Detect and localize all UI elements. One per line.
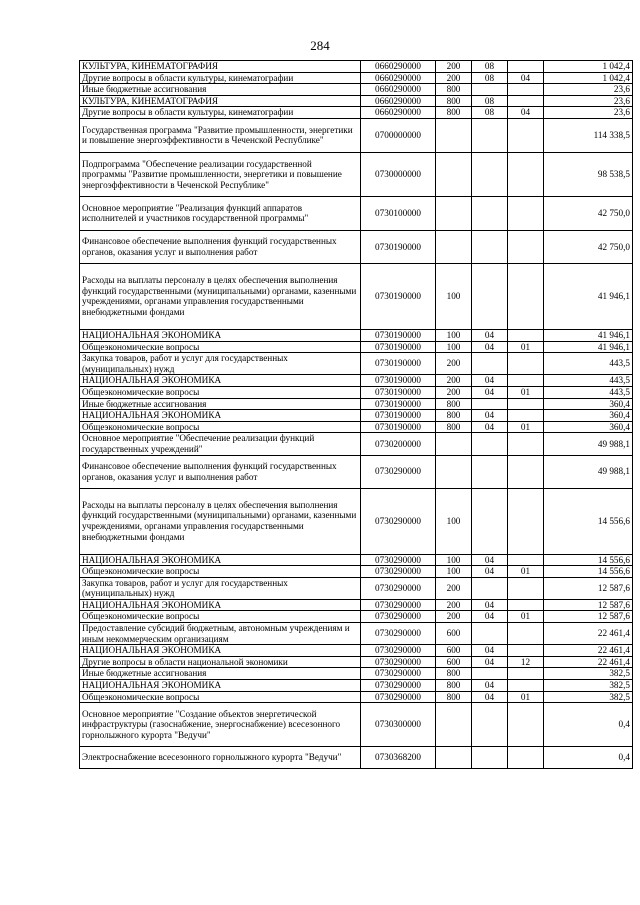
row-section: 08 xyxy=(472,95,508,107)
row-amount: 23,6 xyxy=(544,107,633,119)
row-name: Государственная программа "Развитие промышленности, энергетики и повышение энергоэффективности в Чеченской Республике" xyxy=(80,118,361,152)
row-name: Электроснабжение всесезонного горнолыжного курорта "Ведучи" xyxy=(80,747,361,769)
row-expense-type xyxy=(436,747,472,769)
row-subsection xyxy=(508,375,544,387)
row-amount: 1 042,4 xyxy=(544,61,633,73)
row-subsection: 01 xyxy=(508,341,544,353)
row-expense-type: 800 xyxy=(436,691,472,703)
row-section: 04 xyxy=(472,341,508,353)
row-code: 0730290000 xyxy=(361,691,436,703)
table-row xyxy=(80,263,633,329)
row-name: Расходы на выплаты персоналу в целях обеспечения выполнения функций государственными (муниципальными) органами, казенными учреждениями, органами управления государственными внебюджетными фондами xyxy=(80,263,361,329)
row-section xyxy=(472,84,508,96)
row-expense-type: 200 xyxy=(436,72,472,84)
row-expense-type: 200 xyxy=(436,577,472,599)
row-code: 0730190000 xyxy=(361,410,436,422)
row-name: Общеэкономические вопросы xyxy=(80,611,361,623)
row-code: 0660290000 xyxy=(361,72,436,84)
table-row xyxy=(80,118,633,152)
table-row xyxy=(80,398,633,410)
table-row xyxy=(80,386,633,398)
row-expense-type: 800 xyxy=(436,398,472,410)
row-section xyxy=(472,488,508,554)
table-row xyxy=(80,747,633,769)
row-subsection xyxy=(508,703,544,747)
table-row xyxy=(80,61,633,73)
row-section: 04 xyxy=(472,656,508,668)
row-name: Финансовое обеспечение выполнения функций государственных органов, оказания услуг и выполнения работ xyxy=(80,455,361,488)
row-amount: 98 538,5 xyxy=(544,152,633,196)
table-row xyxy=(80,656,633,668)
row-amount: 0,4 xyxy=(544,703,633,747)
row-expense-type: 800 xyxy=(436,421,472,433)
row-expense-type: 800 xyxy=(436,95,472,107)
row-expense-type: 800 xyxy=(436,107,472,119)
row-subsection xyxy=(508,488,544,554)
table-row xyxy=(80,554,633,566)
row-name: Общеэкономические вопросы xyxy=(80,691,361,703)
table-row xyxy=(80,72,633,84)
row-amount: 14 556,6 xyxy=(544,554,633,566)
row-expense-type: 800 xyxy=(436,84,472,96)
row-name: КУЛЬТУРА, КИНЕМАТОГРАФИЯ xyxy=(80,61,361,73)
row-code: 0730190000 xyxy=(361,386,436,398)
row-code: 0660290000 xyxy=(361,95,436,107)
row-section: 04 xyxy=(472,599,508,611)
table-row xyxy=(80,410,633,422)
row-amount: 41 946,1 xyxy=(544,263,633,329)
row-code: 0730290000 xyxy=(361,566,436,578)
table-row xyxy=(80,645,633,657)
row-subsection: 01 xyxy=(508,611,544,623)
row-code: 0730190000 xyxy=(361,263,436,329)
row-subsection xyxy=(508,230,544,263)
row-code: 0730290000 xyxy=(361,668,436,680)
row-code: 0730368200 xyxy=(361,747,436,769)
row-subsection: 01 xyxy=(508,421,544,433)
table-row xyxy=(80,703,633,747)
row-code: 0730290000 xyxy=(361,623,436,645)
row-section xyxy=(472,353,508,375)
row-subsection xyxy=(508,398,544,410)
row-expense-type: 100 xyxy=(436,341,472,353)
row-name: Основное мероприятие "Реализация функций аппаратов исполнителей и участников государственной программы" xyxy=(80,196,361,230)
row-amount: 382,5 xyxy=(544,680,633,692)
row-expense-type: 200 xyxy=(436,599,472,611)
row-section xyxy=(472,703,508,747)
row-section: 04 xyxy=(472,421,508,433)
row-expense-type: 200 xyxy=(436,61,472,73)
row-name: Другие вопросы в области национальной экономики xyxy=(80,656,361,668)
budget-table xyxy=(79,60,633,769)
row-code: 0660290000 xyxy=(361,107,436,119)
row-amount: 12 587,6 xyxy=(544,611,633,623)
row-amount: 360,4 xyxy=(544,421,633,433)
row-expense-type: 200 xyxy=(436,386,472,398)
row-name: Общеэкономические вопросы xyxy=(80,341,361,353)
row-name: Финансовое обеспечение выполнения функций государственных органов, оказания услуг и выполнения работ xyxy=(80,230,361,263)
table-row xyxy=(80,577,633,599)
table-row xyxy=(80,230,633,263)
row-expense-type: 800 xyxy=(436,410,472,422)
row-subsection xyxy=(508,455,544,488)
row-code: 0660290000 xyxy=(361,84,436,96)
row-section: 04 xyxy=(472,680,508,692)
row-code: 0660290000 xyxy=(361,61,436,73)
page-number: 284 xyxy=(310,38,330,53)
row-amount: 49 988,1 xyxy=(544,455,633,488)
table-row xyxy=(80,375,633,387)
row-subsection xyxy=(508,410,544,422)
row-section: 04 xyxy=(472,691,508,703)
row-code: 0730190000 xyxy=(361,230,436,263)
row-section xyxy=(472,668,508,680)
row-section: 04 xyxy=(472,329,508,341)
row-subsection: 01 xyxy=(508,386,544,398)
row-code: 0730190000 xyxy=(361,353,436,375)
row-amount: 22 461,4 xyxy=(544,656,633,668)
table-row xyxy=(80,95,633,107)
row-subsection xyxy=(508,95,544,107)
row-subsection xyxy=(508,263,544,329)
row-section: 04 xyxy=(472,386,508,398)
row-subsection xyxy=(508,577,544,599)
table-row xyxy=(80,488,633,554)
row-amount: 12 587,6 xyxy=(544,599,633,611)
row-expense-type xyxy=(436,196,472,230)
row-code: 0730290000 xyxy=(361,488,436,554)
row-section: 04 xyxy=(472,554,508,566)
row-name: НАЦИОНАЛЬНАЯ ЭКОНОМИКА xyxy=(80,375,361,387)
table-row xyxy=(80,611,633,623)
row-code: 0730300000 xyxy=(361,703,436,747)
row-amount: 443,5 xyxy=(544,386,633,398)
row-code: 0730100000 xyxy=(361,196,436,230)
row-code: 0700000000 xyxy=(361,118,436,152)
row-subsection xyxy=(508,680,544,692)
row-amount: 443,5 xyxy=(544,375,633,387)
row-name: Общеэкономические вопросы xyxy=(80,421,361,433)
row-section xyxy=(472,455,508,488)
row-subsection: 01 xyxy=(508,566,544,578)
table-row xyxy=(80,680,633,692)
row-amount: 42 750,0 xyxy=(544,196,633,230)
row-name: Общеэкономические вопросы xyxy=(80,386,361,398)
row-amount: 41 946,1 xyxy=(544,329,633,341)
row-name: Закупка товаров, работ и услуг для государственных (муниципальных) нужд xyxy=(80,577,361,599)
row-section xyxy=(472,196,508,230)
row-name: Основное мероприятие "Создание объектов энергетической инфраструктуры (газоснабжение, энергоснабжение) всесезонного горнолыжного курорта "Ведучи" xyxy=(80,703,361,747)
row-name: НАЦИОНАЛЬНАЯ ЭКОНОМИКА xyxy=(80,410,361,422)
row-expense-type xyxy=(436,230,472,263)
row-section: 04 xyxy=(472,375,508,387)
row-subsection xyxy=(508,196,544,230)
row-amount: 22 461,4 xyxy=(544,645,633,657)
row-section: 08 xyxy=(472,61,508,73)
row-section: 08 xyxy=(472,72,508,84)
row-name: Закупка товаров, работ и услуг для государственных (муниципальных) нужд xyxy=(80,353,361,375)
row-expense-type: 200 xyxy=(436,353,472,375)
row-name: НАЦИОНАЛЬНАЯ ЭКОНОМИКА xyxy=(80,645,361,657)
table-row xyxy=(80,623,633,645)
row-subsection xyxy=(508,84,544,96)
row-amount: 360,4 xyxy=(544,410,633,422)
row-subsection xyxy=(508,623,544,645)
row-subsection xyxy=(508,554,544,566)
row-subsection: 04 xyxy=(508,72,544,84)
row-name: КУЛЬТУРА, КИНЕМАТОГРАФИЯ xyxy=(80,95,361,107)
row-amount: 49 988,1 xyxy=(544,433,633,455)
row-expense-type: 600 xyxy=(436,645,472,657)
row-name: НАЦИОНАЛЬНАЯ ЭКОНОМИКА xyxy=(80,329,361,341)
row-subsection xyxy=(508,118,544,152)
row-name: Общеэкономические вопросы xyxy=(80,566,361,578)
row-section xyxy=(472,623,508,645)
row-amount: 1 042,4 xyxy=(544,72,633,84)
row-amount: 382,5 xyxy=(544,668,633,680)
row-expense-type: 100 xyxy=(436,488,472,554)
row-name: Предоставление субсидий бюджетным, автономным учреждениям и иным некоммерческим организациям xyxy=(80,623,361,645)
row-code: 0730190000 xyxy=(361,329,436,341)
row-expense-type xyxy=(436,455,472,488)
row-name: НАЦИОНАЛЬНАЯ ЭКОНОМИКА xyxy=(80,599,361,611)
row-subsection xyxy=(508,152,544,196)
row-name: НАЦИОНАЛЬНАЯ ЭКОНОМИКА xyxy=(80,680,361,692)
row-expense-type: 800 xyxy=(436,668,472,680)
row-section xyxy=(472,230,508,263)
table-row xyxy=(80,329,633,341)
row-amount: 443,5 xyxy=(544,353,633,375)
row-name: НАЦИОНАЛЬНАЯ ЭКОНОМИКА xyxy=(80,554,361,566)
row-name: Подпрограмма "Обеспечение реализации государственной программы "Развитие промышленности, энергетики и повышение энергоэффективности в Чеченской Республике" xyxy=(80,152,361,196)
table-row xyxy=(80,84,633,96)
row-section xyxy=(472,152,508,196)
row-name: Другие вопросы в области культуры, кинематографии xyxy=(80,72,361,84)
row-subsection xyxy=(508,329,544,341)
row-subsection xyxy=(508,668,544,680)
row-subsection xyxy=(508,353,544,375)
row-subsection: 12 xyxy=(508,656,544,668)
row-section: 04 xyxy=(472,645,508,657)
row-code: 0730290000 xyxy=(361,645,436,657)
row-expense-type: 100 xyxy=(436,554,472,566)
row-subsection xyxy=(508,645,544,657)
row-code: 0730190000 xyxy=(361,341,436,353)
row-section: 08 xyxy=(472,107,508,119)
row-code: 0730000000 xyxy=(361,152,436,196)
row-subsection xyxy=(508,433,544,455)
budget-table-body xyxy=(80,61,633,769)
row-amount: 382,5 xyxy=(544,691,633,703)
row-code: 0730290000 xyxy=(361,611,436,623)
row-amount: 12 587,6 xyxy=(544,577,633,599)
row-expense-type xyxy=(436,433,472,455)
table-row xyxy=(80,691,633,703)
row-expense-type: 200 xyxy=(436,611,472,623)
row-code: 0730290000 xyxy=(361,554,436,566)
table-row xyxy=(80,455,633,488)
row-name: Иные бюджетные ассигнования xyxy=(80,398,361,410)
row-expense-type xyxy=(436,703,472,747)
row-expense-type xyxy=(436,118,472,152)
row-amount: 22 461,4 xyxy=(544,623,633,645)
row-amount: 42 750,0 xyxy=(544,230,633,263)
row-code: 0730290000 xyxy=(361,455,436,488)
table-row xyxy=(80,668,633,680)
row-code: 0730290000 xyxy=(361,680,436,692)
row-name: Расходы на выплаты персоналу в целях обеспечения выполнения функций государственными (муниципальными) органами, казенными учреждениями, органами управления государственными внебюджетными фондами xyxy=(80,488,361,554)
table-row xyxy=(80,599,633,611)
row-amount: 23,6 xyxy=(544,95,633,107)
table-row xyxy=(80,353,633,375)
row-section: 04 xyxy=(472,566,508,578)
row-subsection xyxy=(508,599,544,611)
row-subsection: 04 xyxy=(508,107,544,119)
row-section xyxy=(472,263,508,329)
row-expense-type: 800 xyxy=(436,680,472,692)
row-amount: 114 338,5 xyxy=(544,118,633,152)
row-name: Основное мероприятие "Обеспечение реализации функций государственных учреждений" xyxy=(80,433,361,455)
row-code: 0730190000 xyxy=(361,421,436,433)
row-code: 0730190000 xyxy=(361,398,436,410)
row-section xyxy=(472,577,508,599)
table-row xyxy=(80,433,633,455)
row-code: 0730290000 xyxy=(361,577,436,599)
row-expense-type: 600 xyxy=(436,656,472,668)
row-name: Иные бюджетные ассигнования xyxy=(80,668,361,680)
row-section xyxy=(472,433,508,455)
row-expense-type xyxy=(436,152,472,196)
row-subsection xyxy=(508,747,544,769)
row-section: 04 xyxy=(472,410,508,422)
row-section xyxy=(472,747,508,769)
table-row xyxy=(80,152,633,196)
row-expense-type: 100 xyxy=(436,329,472,341)
row-section: 04 xyxy=(472,611,508,623)
row-name: Другие вопросы в области культуры, кинематографии xyxy=(80,107,361,119)
row-expense-type: 600 xyxy=(436,623,472,645)
row-amount: 14 556,6 xyxy=(544,488,633,554)
row-amount: 14 556,6 xyxy=(544,566,633,578)
table-row xyxy=(80,341,633,353)
row-code: 0730290000 xyxy=(361,656,436,668)
row-name: Иные бюджетные ассигнования xyxy=(80,84,361,96)
row-amount: 360,4 xyxy=(544,398,633,410)
table-row xyxy=(80,196,633,230)
row-expense-type: 100 xyxy=(436,566,472,578)
row-amount: 23,6 xyxy=(544,84,633,96)
row-amount: 41 946,1 xyxy=(544,341,633,353)
row-section xyxy=(472,118,508,152)
row-amount: 0,4 xyxy=(544,747,633,769)
row-expense-type: 200 xyxy=(436,375,472,387)
table-row xyxy=(80,566,633,578)
row-subsection xyxy=(508,61,544,73)
row-code: 0730190000 xyxy=(361,375,436,387)
row-section xyxy=(472,398,508,410)
row-code: 0730200000 xyxy=(361,433,436,455)
row-subsection: 01 xyxy=(508,691,544,703)
row-expense-type: 100 xyxy=(436,263,472,329)
table-row xyxy=(80,421,633,433)
row-code: 0730290000 xyxy=(361,599,436,611)
table-row xyxy=(80,107,633,119)
